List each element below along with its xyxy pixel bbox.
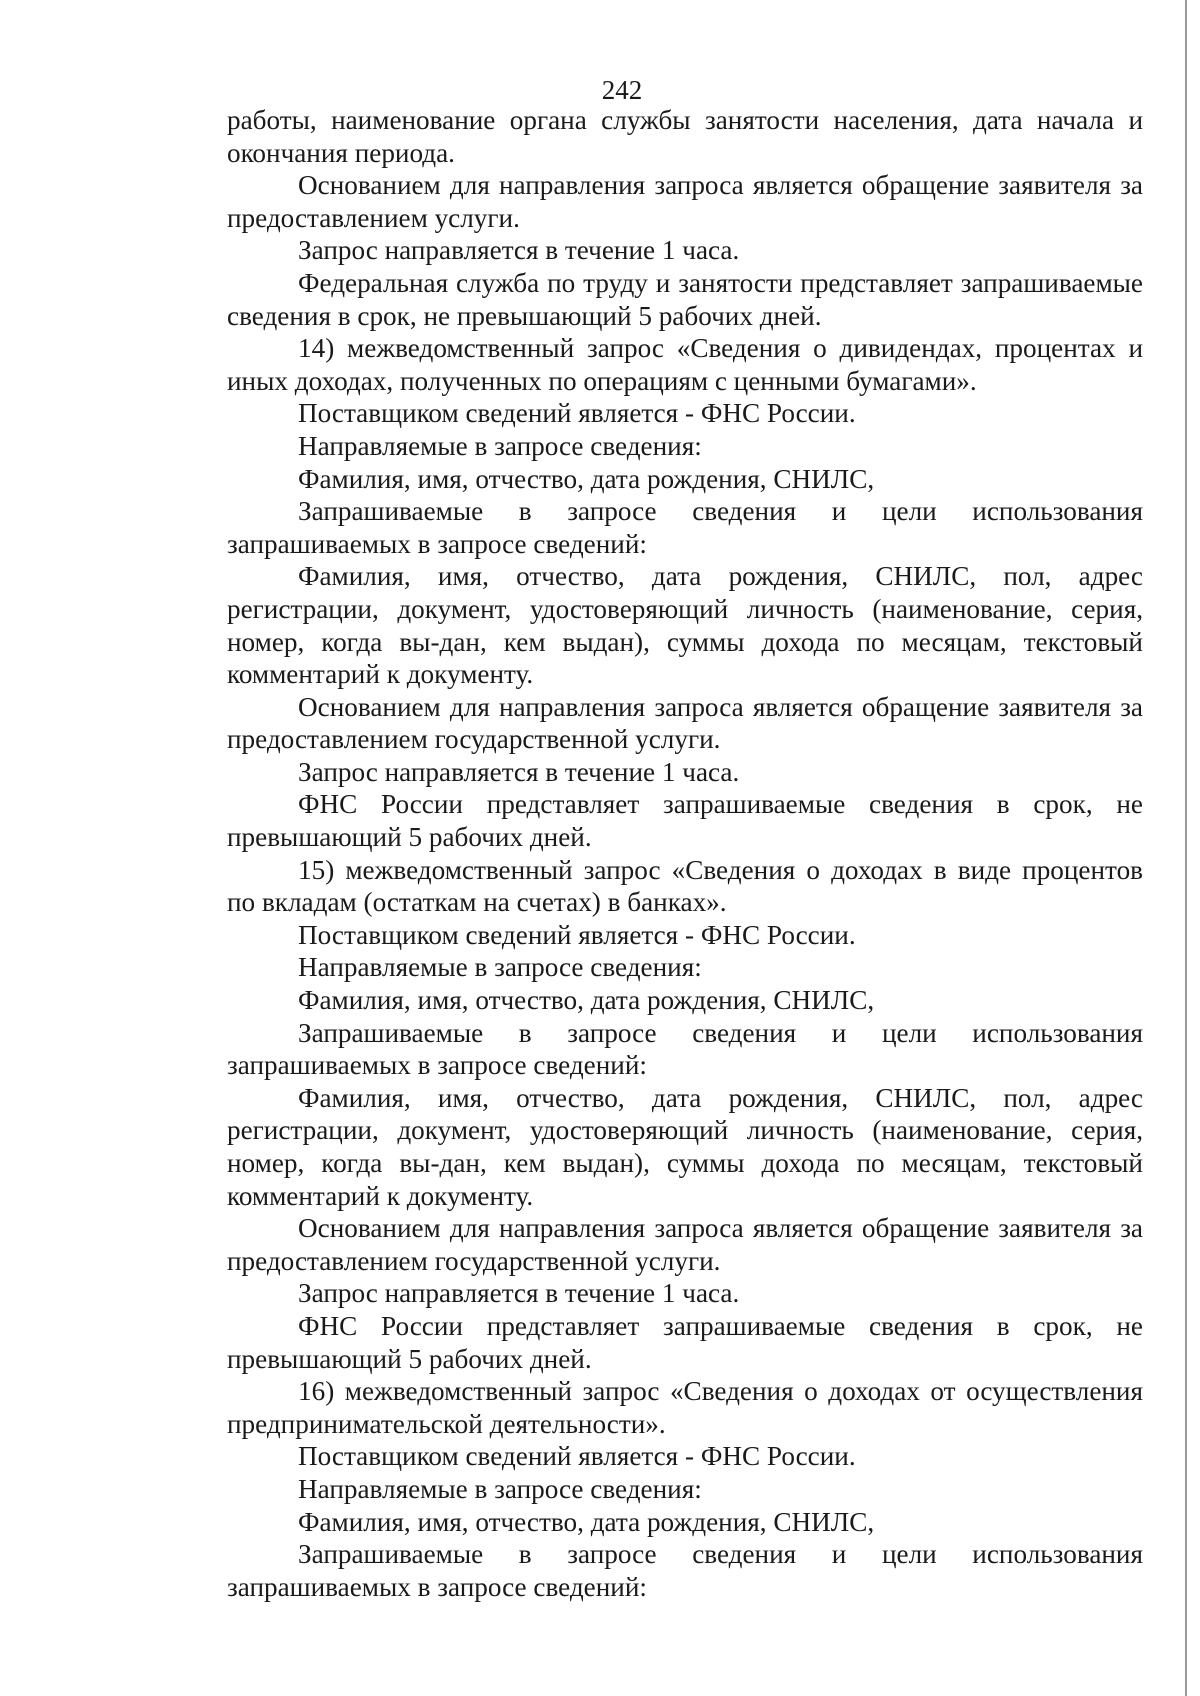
paragraph: Запрашиваемые в запросе сведения и цели использования запрашиваемых в запросе сведений: [227,496,1143,559]
paragraph-item-16: 16) межведомственный запрос «Сведения о доходах от осуществления предпринимательской деятельности». [227,1376,1143,1439]
paragraph: Поставщиком сведений является - ФНС России. [298,1441,856,1472]
paragraph: Фамилия, имя, отчество, дата рождения, СНИЛС, [298,985,875,1016]
document-body [227,104,1143,1603]
paragraph-item-15: 15) межведомственный запрос «Сведения о доходах в виде процентов по вкладам (остаткам на счетах) в банках». [227,854,1143,918]
paragraph: Запрос направляется в течение 1 часа. [298,235,740,266]
paragraph: Фамилия, имя, отчество, дата рождения, СНИЛС, [298,463,875,494]
paragraph: Запрашиваемые в запросе сведения и цели использования запрашиваемых в запросе сведений: [227,1017,1143,1081]
paragraph: Поставщиком сведений является - ФНС России. [298,398,856,429]
paragraph: Направляемые в запросе сведения: [298,1473,702,1504]
paragraph: Запрос направляется в течение 1 часа. [298,1278,740,1309]
paragraph-item-14: 14) межведомственный запрос «Сведения о дивидендах, процентах и иных доходах, полученных по операциям с ценными бумагами». [227,333,1143,396]
page-number: 242 [601,75,643,105]
paragraph: Направляемые в запросе сведения: [298,430,702,461]
paragraph: Фамилия, имя, отчество, дата рождения, СНИЛС, [298,1506,875,1537]
page-edge-line [1185,0,1187,1696]
paragraph: Основанием для направления запроса является обращение заявителя за предоставлением государственной услуги. [227,691,1143,755]
paragraph: Фамилия, имя, отчество, дата рождения, СНИЛС, пол, адрес регистрации, документ, удостоверяющий личность (наименование, серия, номер, когда вы-дан, кем выдан), суммы дохода по месяцам, текстовый комментарий к документу. [227,1082,1143,1211]
paragraph: Фамилия, имя, отчество, дата рождения, СНИЛС, пол, адрес регистрации, документ, удостоверяющий личность (наименование, серия, номер, когда вы-дан, кем выдан), суммы дохода по месяцам, текстовый комментарий к документу. [227,561,1143,690]
paragraph: Поставщиком сведений является - ФНС России. [298,919,856,950]
paragraph: Запрашиваемые в запросе сведения и цели использования запрашиваемых в запросе сведений: [227,1539,1143,1602]
paragraph: Направляемые в запросе сведения: [298,952,702,983]
paragraph: Федеральная служба по труду и занятости представляет запрашиваемые сведения в срок, не превышающий 5 рабочих дней. [227,267,1143,331]
paragraph: Основанием для направления запроса является обращение заявителя за предоставлением государственной услуги. [227,1213,1143,1276]
paragraph: Основанием для направления запроса является обращение заявителя за предоставлением услуги. [227,170,1143,233]
paragraph: работы, наименование органа службы занятости населения, дата начала и окончания периода. [227,105,1143,168]
paragraph: ФНС России представляет запрашиваемые сведения в срок, не превышающий 5 рабочих дней. [227,789,1143,853]
paragraph: Запрос направляется в течение 1 часа. [298,756,740,787]
paragraph: ФНС России представляет запрашиваемые сведения в срок, не превышающий 5 рабочих дней. [227,1310,1143,1374]
